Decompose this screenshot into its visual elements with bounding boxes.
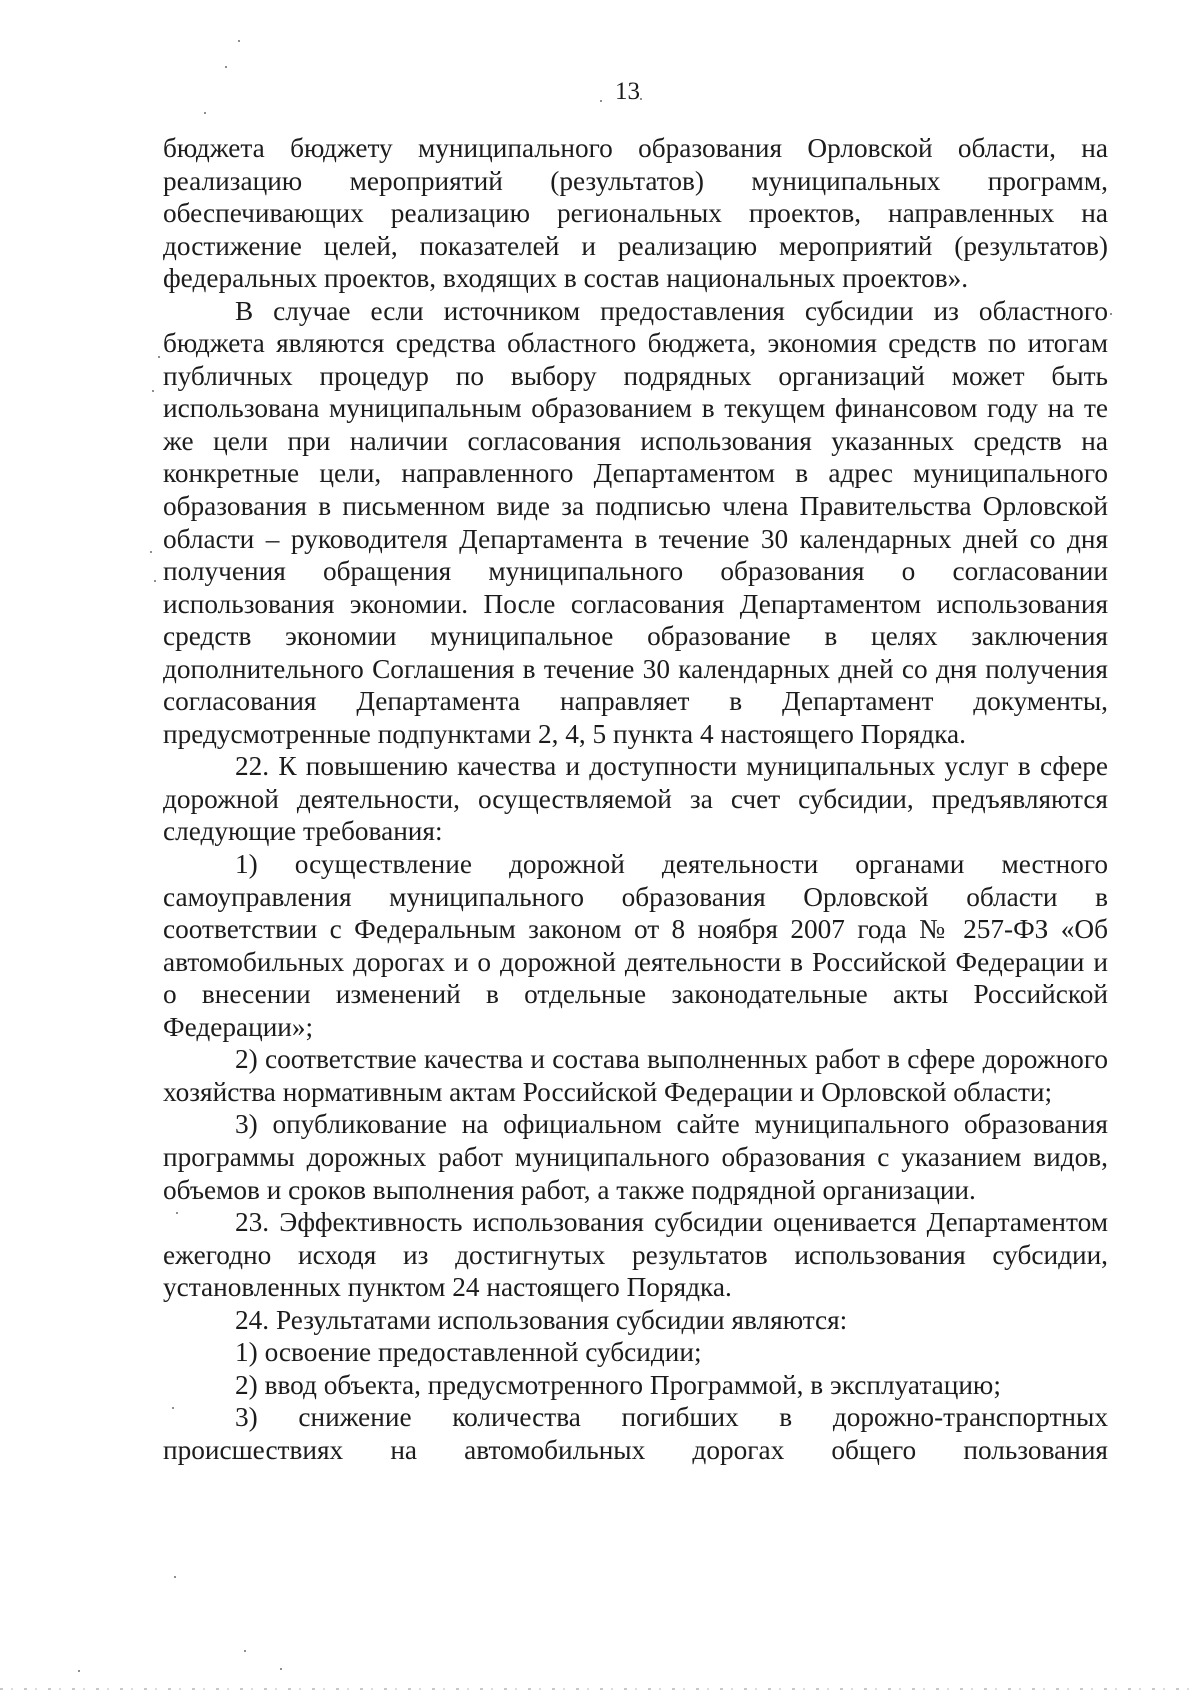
scan-speck bbox=[225, 66, 227, 68]
scan-speck bbox=[78, 1670, 80, 1672]
scan-speck bbox=[280, 1668, 282, 1670]
scan-speck bbox=[176, 1212, 178, 1214]
scan-speck bbox=[158, 356, 160, 358]
scan-speck bbox=[244, 1650, 246, 1652]
scan-speck bbox=[204, 112, 206, 114]
paragraph-24: 24. Результатами использования субсидии являются: bbox=[235, 1304, 848, 1335]
scan-speck bbox=[600, 100, 602, 102]
scan-speck bbox=[174, 1576, 176, 1578]
paragraph-continuation: бюджета бюджету муниципального образования Орловской области, на реализацию мероприятий (результатов) муниципальных программ, обеспечивающих реализацию региональных проектов, направленных на достижение целей, показателей и реализацию мероприятий (результатов) федеральных проектов, входящих в состав национальных проектов». bbox=[163, 133, 1108, 294]
scan-edge-noise bbox=[0, 1688, 1200, 1690]
scan-speck bbox=[152, 390, 154, 392]
scan-speck bbox=[238, 40, 240, 42]
paragraph-22-item-3: 3) опубликование на официальном сайте муниципального образования программы дорожных работ муниципального образования с указанием видов, объемов и сроков выполнения работ, а также подрядной организации. bbox=[163, 1109, 1108, 1205]
paragraph-savings: В случае если источником предоставления субсидии из областного бюджета являются средства областного бюджета, экономия средств по итогам публичных процедур по выбору подрядных организаций может быть использована муниципальным образованием в текущем финансовом году на те же цели при наличии согласования использования указанных средств на конкретные цели, направленного Департаментом в адрес муниципального образования в письменном виде за подписью члена Правительства Орловской области – руководителя Департамента в течение 30 календарных дней со дня получения обращения муниципального образования о согласовании использования экономии. После согласования Департаментом использования средств экономии муниципальное образование в целях заключения дополнительного Соглашения в течение 30 календарных дней со дня получения согласования Департамента направляет в Департамент документы, предусмотренные подпунктами 2, 4, 5 пункта 4 настоящего Порядка. bbox=[163, 295, 1108, 749]
scan-speck bbox=[172, 1407, 174, 1409]
paragraph-24-item-1: 1) освоение предоставленной субсидии; bbox=[235, 1337, 702, 1368]
scan-speck bbox=[150, 551, 152, 553]
paragraph-22-item-2: 2) соответствие качества и состава выполненных работ в сфере дорожного хозяйства нормативным актам Российской Федерации и Орловской области; bbox=[163, 1044, 1108, 1107]
paragraph-24-item-3: 3) снижение количества погибших в дорожно-транспортных происшествиях на автомобильных дорогах общего пользования bbox=[163, 1402, 1108, 1465]
scan-speck bbox=[1110, 313, 1112, 315]
document-body bbox=[163, 132, 1108, 1466]
scan-speck bbox=[154, 580, 156, 582]
page-number: 13 bbox=[615, 78, 640, 105]
scan-speck bbox=[640, 98, 642, 100]
paragraph-23: 23. Эффективность использования субсидии оценивается Департаментом ежегодно исходя из достигнутых результатов использования субсидии, установленных пунктом 24 настоящего Порядка. bbox=[163, 1207, 1108, 1303]
paragraph-22-item-1: 1) осуществление дорожной деятельности органами местного самоуправления муниципального образования Орловской области в соответствии с Федеральным законом от 8 ноября 2007 года № 257-ФЗ «Об автомобильных дорогах и о дорожной деятельности в Российской Федерации и о внесении изменений в отдельные законодательные акты Российской Федерации»; bbox=[163, 849, 1108, 1042]
paragraph-22: 22. К повышению качества и доступности муниципальных услуг в сфере дорожной деятельности, осуществляемой за счет субсидии, предъявляются следующие требования: bbox=[163, 751, 1108, 847]
paragraph-24-item-2: 2) ввод объекта, предусмотренного Программой, в эксплуатацию; bbox=[235, 1369, 1001, 1400]
